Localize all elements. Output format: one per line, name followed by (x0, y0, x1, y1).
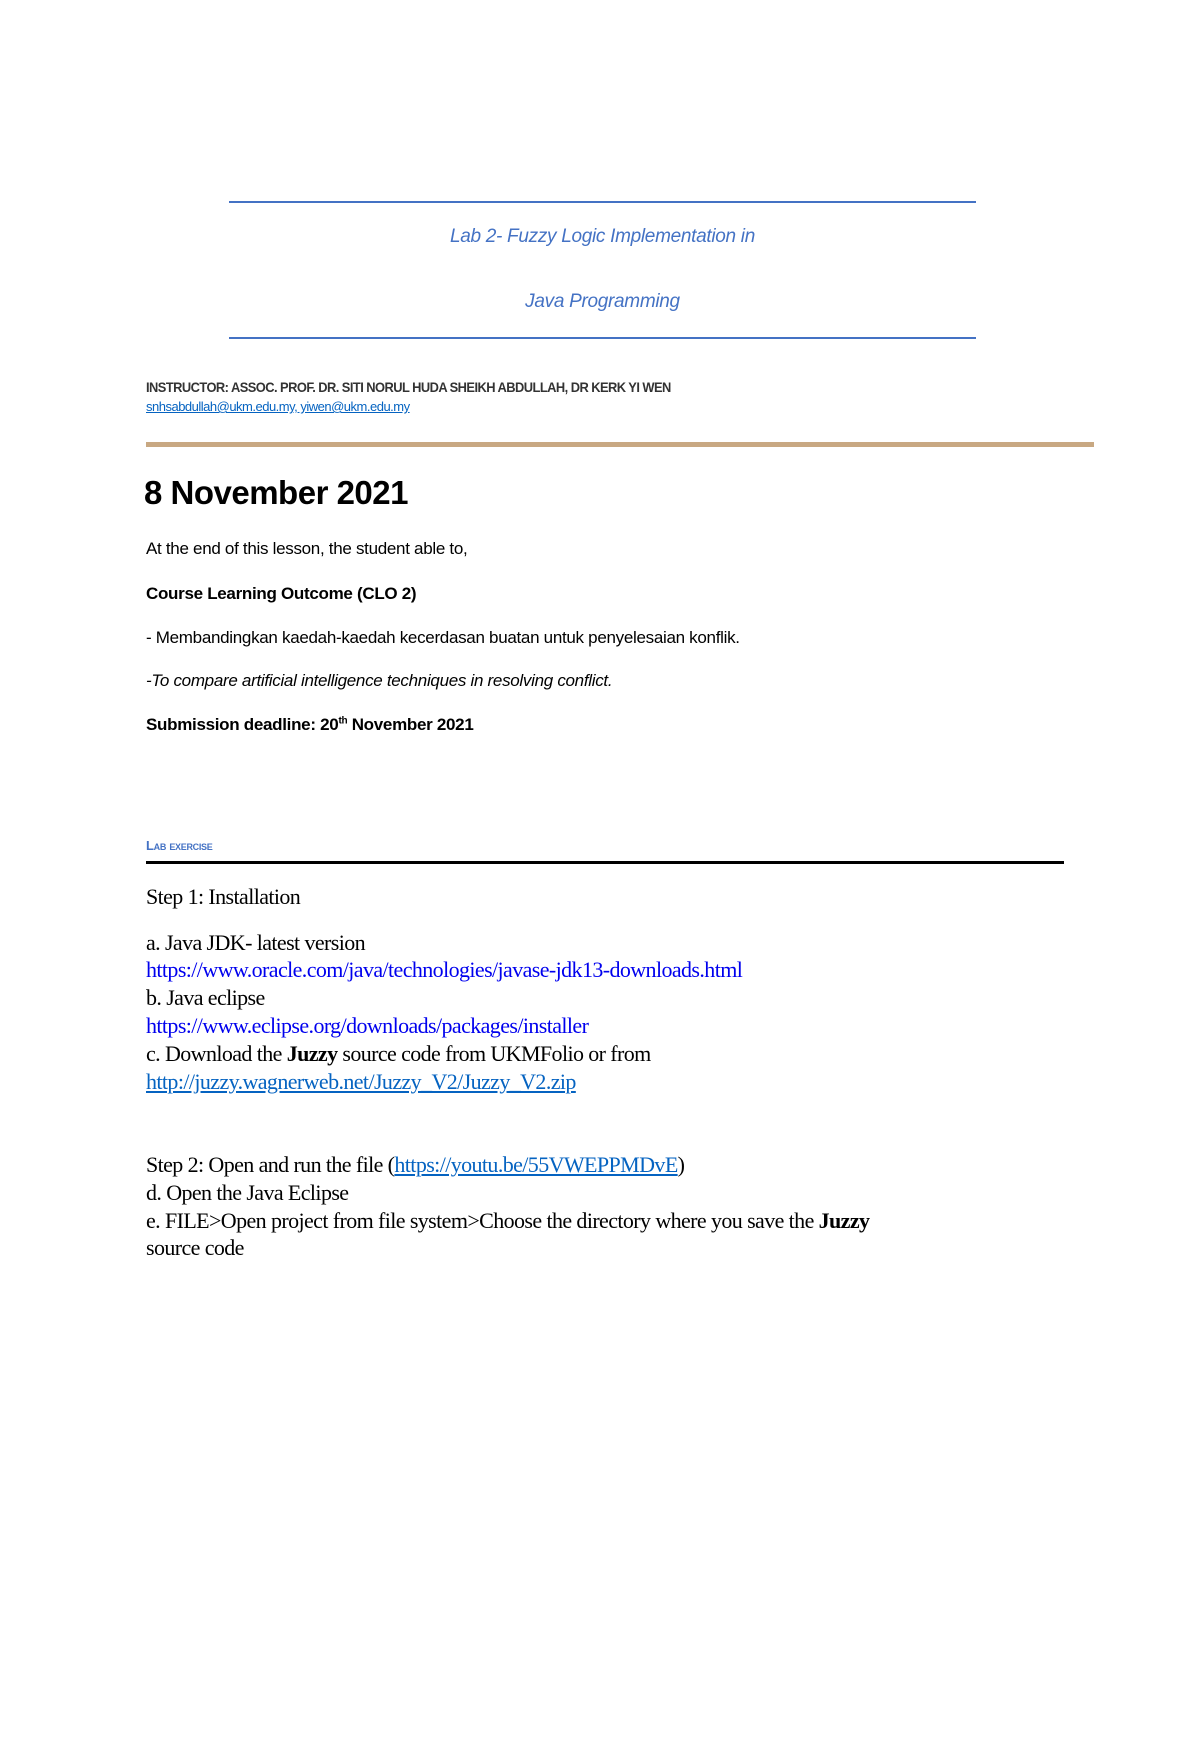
item-e-juzzy: Juzzy (818, 1208, 870, 1233)
step1-item-b: b. Java eclipse (146, 985, 265, 1010)
date-heading: 8 November 2021 (144, 474, 408, 511)
instructor-emails[interactable] (146, 399, 410, 414)
step1-item-c (146, 1041, 651, 1067)
clo-heading: Course Learning Outcome (CLO 2) (146, 584, 417, 603)
lab-exercise-heading: Lab exercise (146, 838, 213, 853)
step2-item-d: d. Open the Java Eclipse (146, 1180, 349, 1205)
deadline-suffix: November 2021 (347, 715, 474, 734)
item-c-suffix: source code from UKMFolio or from (337, 1041, 651, 1066)
deadline-prefix: Submission deadline: 20 (146, 715, 339, 734)
instructor-email-links[interactable]: snhsabdullah@ukm.edu.my, yiwen@ukm.edu.my (146, 399, 410, 414)
step2-title (146, 1152, 684, 1178)
title-bottom-rule (229, 337, 976, 339)
item-e-prefix: e. FILE>Open project from file system>Choose the directory where you save the (146, 1208, 819, 1233)
eclipse-download-link[interactable]: https://www.eclipse.org/downloads/packages/installer (146, 1013, 589, 1038)
clo-malay: - Membandingkan kaedah-kaedah kecerdasan buatan untuk penyelesaian konflik. (146, 628, 740, 647)
jdk-download-link[interactable]: https://www.oracle.com/java/technologies/javase-jdk13-downloads.html (146, 957, 743, 982)
step2-item-e (146, 1208, 869, 1234)
header-divider (146, 442, 1094, 447)
lab-exercise-rule (146, 861, 1064, 864)
submission-deadline (146, 715, 474, 735)
doc-title-line1: Lab 2- Fuzzy Logic Implementation in (450, 226, 755, 247)
step2-item-e-cont: source code (146, 1235, 244, 1260)
item-c-prefix: c. Download the (146, 1041, 287, 1066)
instructor-line: INSTRUCTOR: ASSOC. PROF. DR. SITI NORUL HUDA SHEIKH ABDULLAH, DR KERK YI WEN (146, 379, 671, 395)
deadline-sup: th (338, 715, 348, 727)
step1-item-a: a. Java JDK- latest version (146, 930, 366, 955)
juzzy-download-link[interactable]: http://juzzy.wagnerweb.net/Juzzy_V2/Juzzy_V2.zip (146, 1069, 576, 1094)
step2-title-prefix: Step 2: Open and run the file ( (146, 1152, 395, 1177)
intro-lead: At the end of this lesson, the student able to, (146, 539, 468, 558)
clo-english: -To compare artificial intelligence techniques in resolving conflict. (146, 671, 613, 690)
item-c-juzzy: Juzzy (286, 1041, 338, 1066)
step2-title-suffix: ) (677, 1152, 685, 1177)
youtube-link[interactable]: https://youtu.be/55VWEPPMDvE (394, 1152, 678, 1177)
title-top-rule (229, 201, 976, 203)
step1-title: Step 1: Installation (146, 884, 301, 909)
doc-title-line2: Java Programming (525, 291, 680, 312)
